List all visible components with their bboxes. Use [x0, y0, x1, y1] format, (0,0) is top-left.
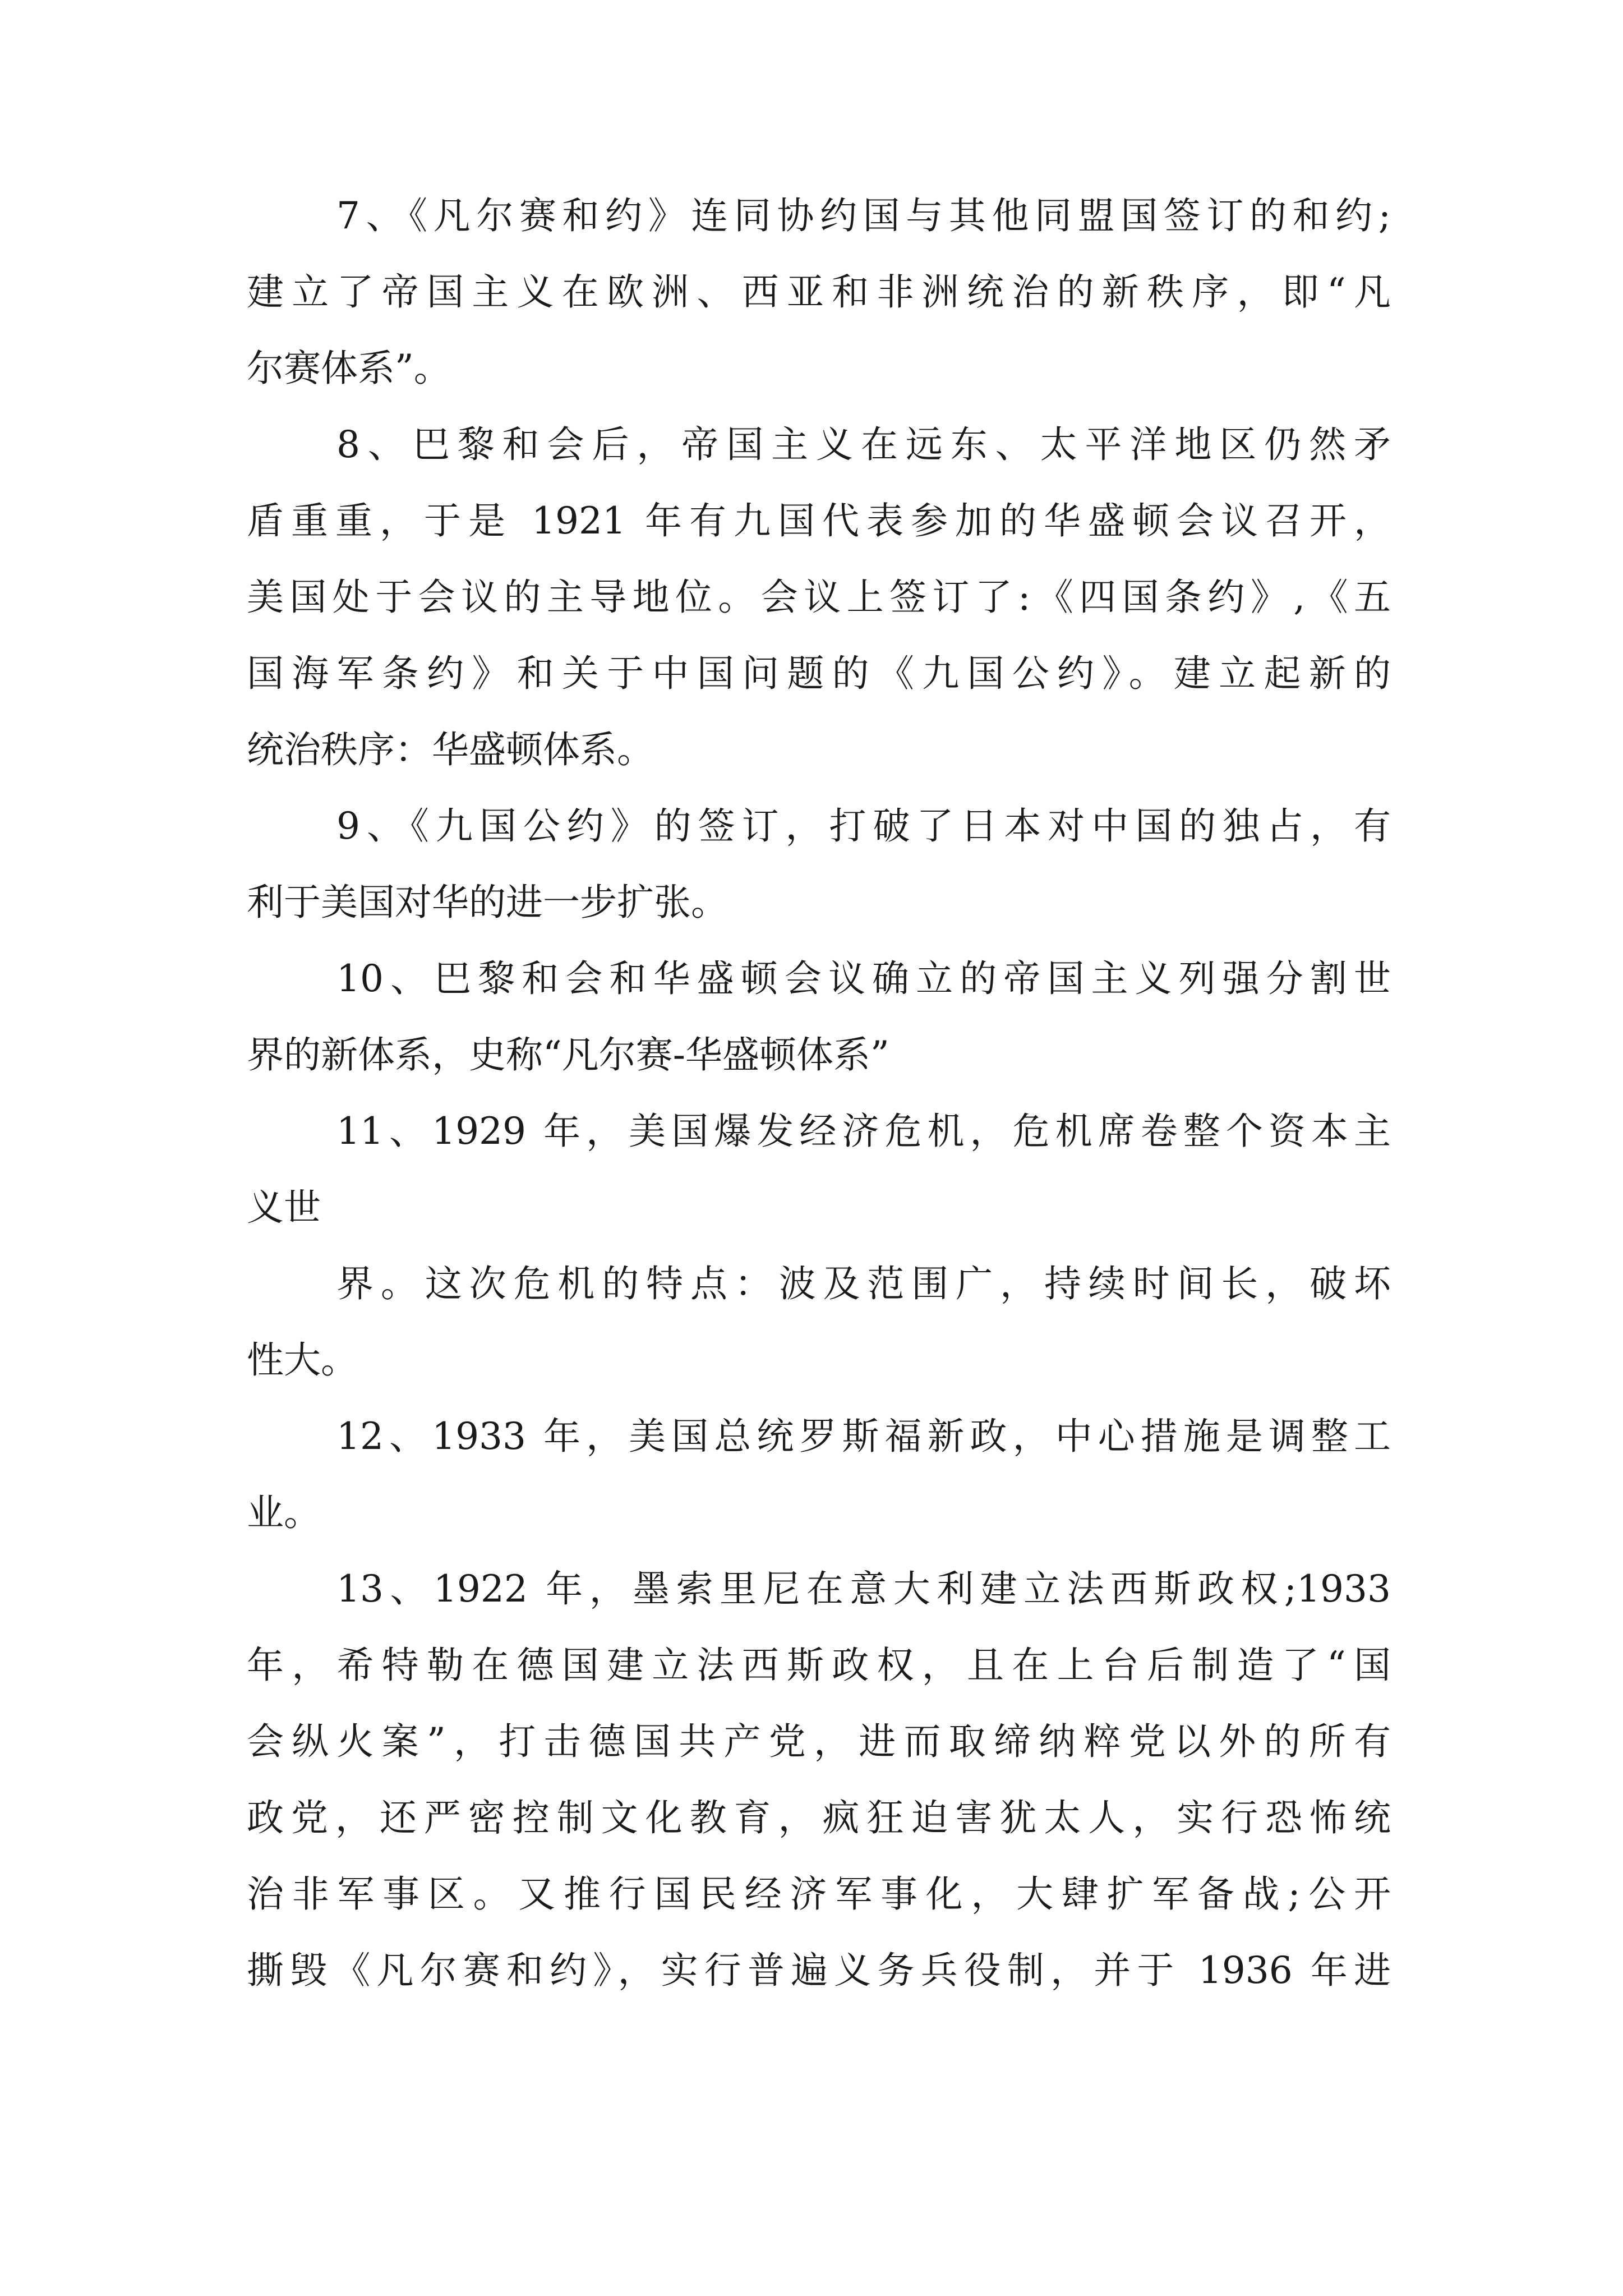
text-line: 9、《九国公约》的签订，打破了日本对中国的独占，有 — [336, 804, 1391, 848]
text-line: 美国处于会议的主导地位。会议上签订了:《四国条约》,《五 — [247, 576, 1391, 619]
text-line: 利于美国对华的进一步扩张。 — [247, 881, 728, 924]
text-line: 性大。 — [247, 1338, 358, 1382]
text-line: 7、《凡尔赛和约》连同协约国与其他同盟国签订的和约; — [336, 194, 1391, 237]
text-line: 盾重重，于是 1921 年有九国代表参加的华盛顿会议召开， — [247, 499, 1391, 542]
text-line: 年，希特勒在德国建立法西斯政权，且在上台后制造了“国 — [247, 1644, 1391, 1687]
text-line: 界。这次危机的特点：波及范围广，持续时间长，破坏 — [336, 1262, 1391, 1305]
text-line: 统治秩序：华盛顿体系。 — [247, 728, 654, 771]
text-line: 撕毁《凡尔赛和约》，实行普遍义务兵役制，并于 1936 年进 — [247, 1949, 1391, 1992]
text-line: 会纵火案”，打击德国共产党，进而取缔纳粹党以外的所有 — [247, 1720, 1391, 1763]
text-line: 10、巴黎和会和华盛顿会议确立的帝国主义列强分割世 — [336, 957, 1391, 1000]
text-line: 建立了帝国主义在欧洲、西亚和非洲统治的新秩序，即“凡 — [247, 270, 1391, 314]
text-line: 治非军事区。又推行国民经济军事化，大肆扩军备战;公开 — [247, 1872, 1391, 1916]
text-line: 12、1933 年，美国总统罗斯福新政，中心措施是调整工 — [336, 1415, 1391, 1458]
text-line: 尔赛体系”。 — [247, 347, 451, 390]
text-line: 业。 — [247, 1491, 321, 1534]
text-line: 界的新体系，史称“凡尔赛-华盛顿体系” — [247, 1033, 889, 1076]
text-line: 11、1929 年，美国爆发经济危机，危机席卷整个资本主 — [336, 1110, 1391, 1153]
text-line: 政党，还严密控制文化教育，疯狂迫害犹太人，实行恐怖统 — [247, 1796, 1391, 1839]
text-line: 国海军条约》和关于中国问题的《九国公约》。建立起新的 — [247, 652, 1391, 695]
text-line: 13、1922 年，墨索里尼在意大利建立法西斯政权;1933 — [336, 1567, 1391, 1611]
text-line: 8、巴黎和会后，帝国主义在远东、太平洋地区仍然矛 — [336, 423, 1391, 466]
text-line: 义世 — [247, 1186, 321, 1229]
